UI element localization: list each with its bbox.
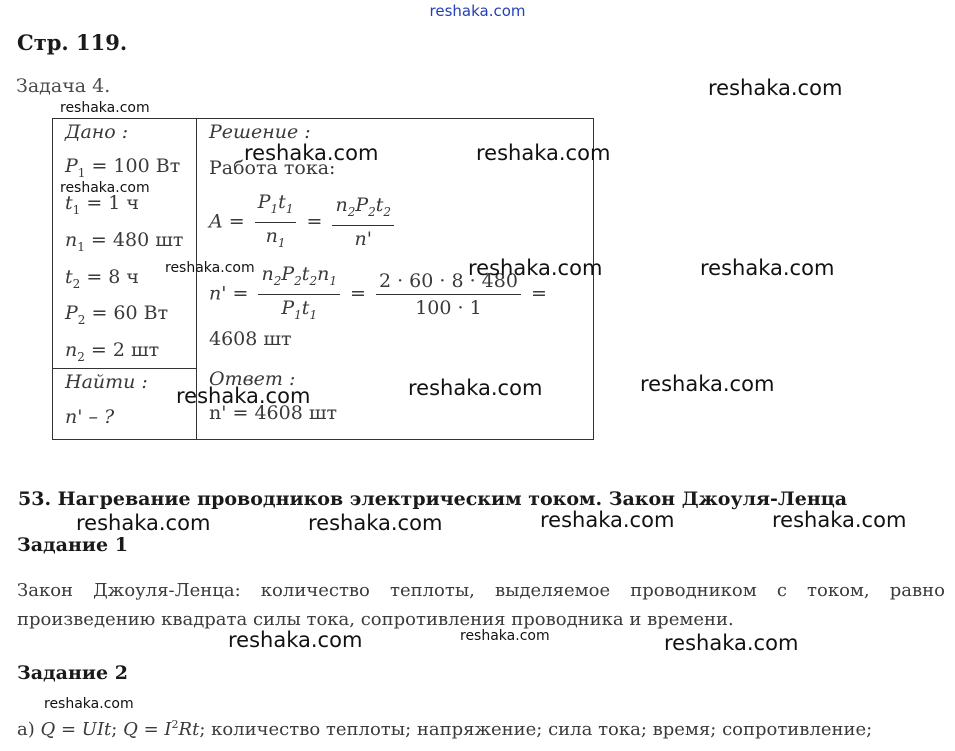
- watermark: reshaka.com: [60, 100, 150, 116]
- watermark: reshaka.com: [76, 511, 211, 535]
- section-title: 53. Нагревание проводников электрическим током. Закон Джоуля-Ленца: [18, 488, 848, 510]
- watermark: reshaka.com: [476, 141, 611, 165]
- given-item: $P_2 = 60$ Вт: [65, 302, 169, 327]
- watermark: reshaka.com: [308, 511, 443, 535]
- find-heading: Найти :: [65, 371, 148, 393]
- watermark: reshaka.com: [700, 256, 835, 280]
- given-item: $n_1 = 480$ шт: [65, 229, 184, 254]
- work-formula: A = $\frac{P_1t_1}{n_1}$ = $\frac{n_2P_2t_2}{n'}$: [209, 189, 398, 256]
- task1-text-line1: Закон Джоуля-Ленца: количество теплоты, выделяемое проводником с током, равно: [17, 580, 945, 601]
- given-item: $n_2 = 2$ шт: [65, 339, 160, 364]
- task1-text-line2: произведению квадрата силы тока, сопротивления проводника и времени.: [17, 609, 734, 630]
- watermark: reshaka.com: [244, 141, 379, 165]
- given-item: $t_2 = 8$ ч: [65, 266, 139, 291]
- watermark: reshaka.com: [44, 696, 134, 712]
- given-heading: Дано :: [65, 121, 129, 143]
- watermark: reshaka.com: [640, 372, 775, 396]
- answer-heading: Ответ :: [209, 368, 296, 390]
- task-title: Задача 4.: [16, 75, 111, 97]
- solution-heading: Решение :: [209, 121, 311, 143]
- task2-heading: Задание 2: [17, 662, 128, 684]
- watermark: reshaka.com: [176, 384, 311, 408]
- watermark: reshaka.com: [540, 508, 675, 532]
- watermark: reshaka.com: [664, 631, 799, 655]
- result-formula: n' = $\frac{n_2P_2t_2n_1}{P_1t_1}$ = $\frac{2 \cdot 60 \cdot 8 \cdot 480}{100 \cdot 1}$ = 4608 шт: [209, 263, 547, 350]
- work-label: Работа тока:: [209, 157, 336, 179]
- task1-heading: Задание 1: [17, 534, 128, 556]
- given-item: $P_1 = 100$ Вт: [65, 155, 181, 180]
- watermark: reshaka.com: [228, 628, 363, 652]
- task2-text: а) Q = UIt; $Q = I^2Rt$; количество теплоты; напряжение; сила тока; время; сопротивление;: [17, 718, 873, 740]
- watermark: reshaka.com: [468, 256, 603, 280]
- watermark: reshaka.com: [708, 76, 843, 100]
- site-watermark-link[interactable]: reshaka.com: [429, 2, 526, 20]
- given-find-divider: [53, 368, 196, 369]
- find-value: n' – ?: [65, 406, 115, 428]
- answer-value: n' = 4608 шт: [209, 402, 338, 424]
- watermark: reshaka.com: [60, 180, 150, 196]
- page-reference: Стр. 119.: [17, 30, 128, 55]
- watermark: reshaka.com: [408, 376, 543, 400]
- watermark: reshaka.com: [772, 508, 907, 532]
- given-item: $t_1 = 1$ ч: [65, 192, 139, 217]
- watermark: reshaka.com: [460, 628, 550, 644]
- watermark: reshaka.com: [165, 260, 255, 276]
